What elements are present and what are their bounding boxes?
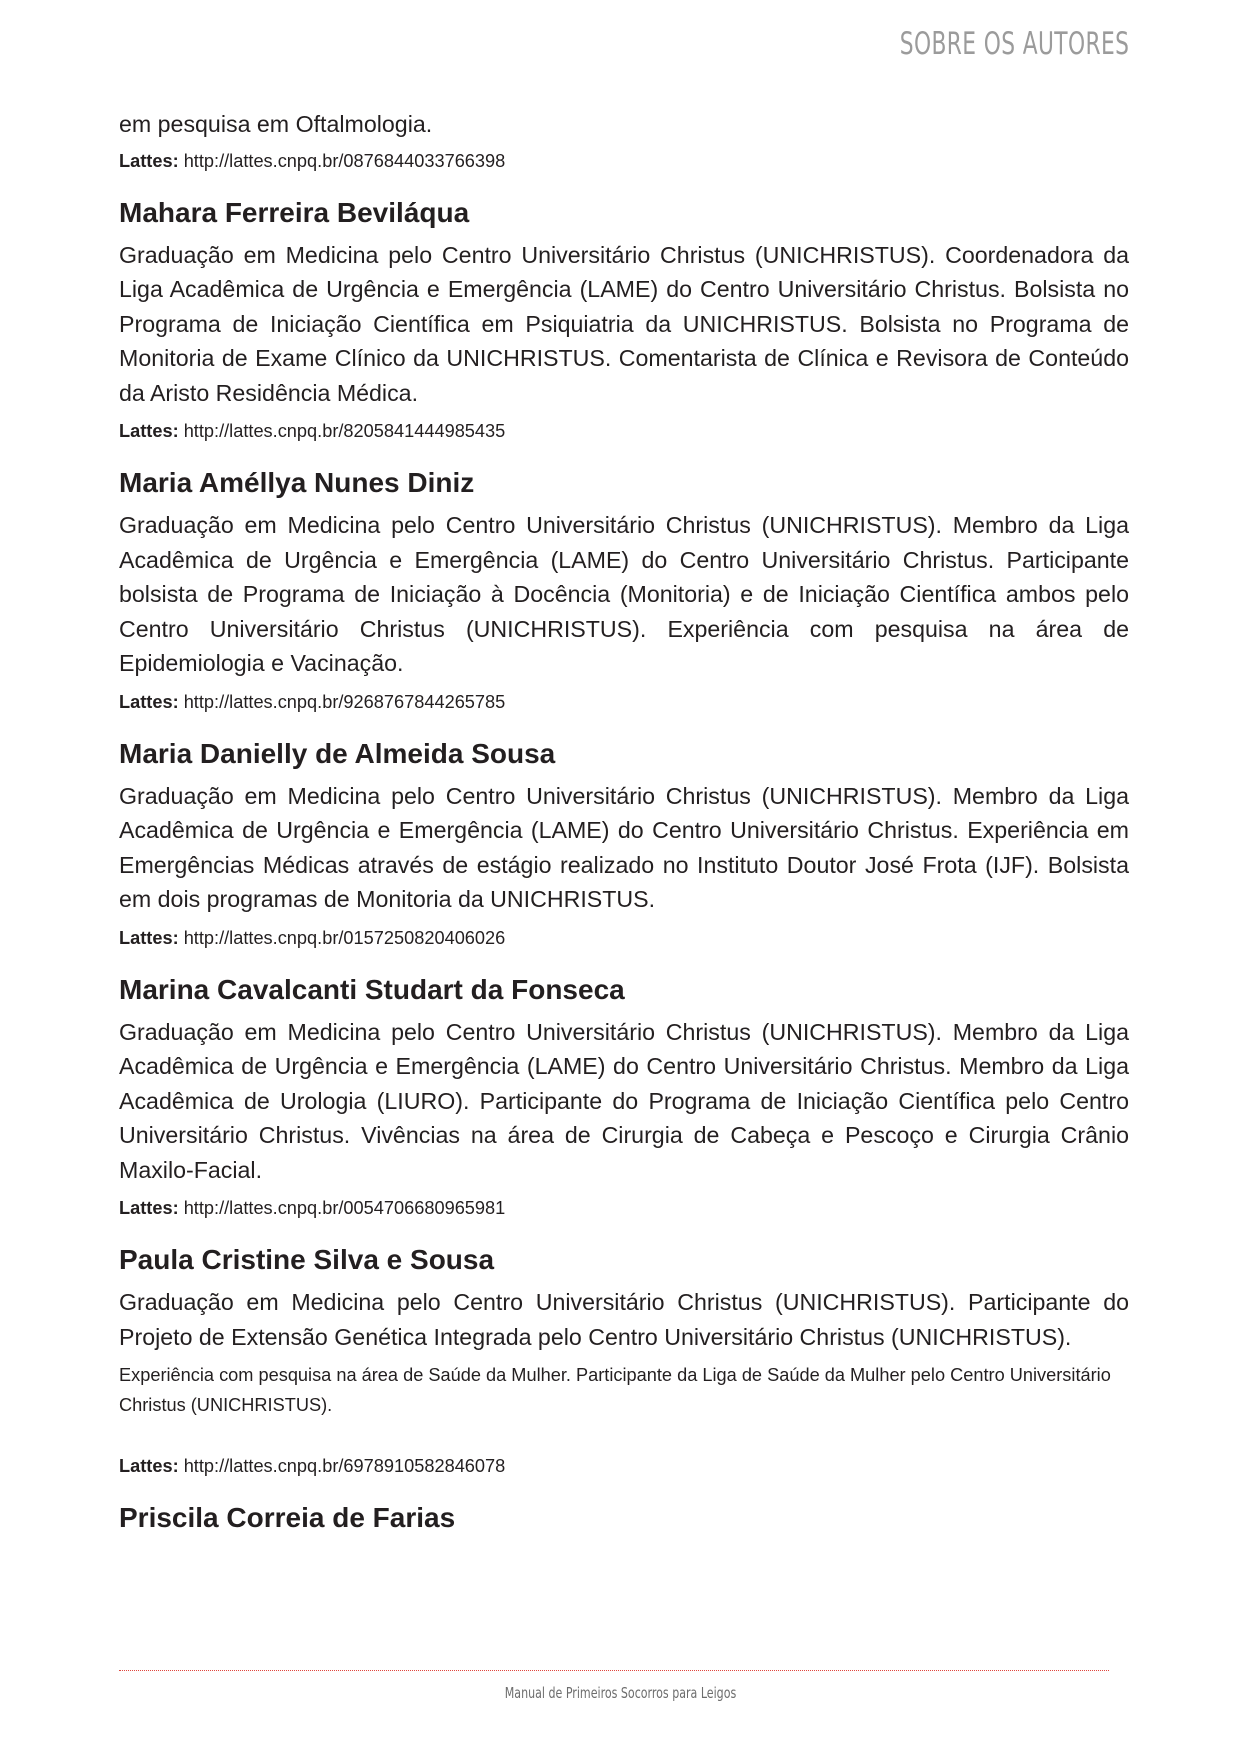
lattes-url[interactable]: http://lattes.cnpq.br/0157250820406026: [183, 927, 506, 948]
lattes-line: [119, 1196, 1129, 1220]
author-bio: Graduação em Medicina pelo Centro Universitário Christus (UNICHRISTUS). Membro da Liga Acadêmica de Urgência e Emergência (LAME) do Centro Universitário Christus. Membro da Liga Acadêmica de Urologia (LIURO). Participante do Programa de Iniciação Científica pelo Centro Universitário Christus. Vivências na área de Cirurgia de Cabeça e Pescoço e Cirurgia Crânio Maxilo-Facial.: [119, 1018, 1129, 1183]
author-name: Marina Cavalcanti Studart da Fonseca: [119, 973, 625, 1005]
lattes-line: [119, 149, 1129, 173]
author-bio: Graduação em Medicina pelo Centro Universitário Christus (UNICHRISTUS). Membro da Liga Acadêmica de Urgência e Emergência (LAME) do Centro Universitário Christus. Experiência em Emergências Médicas através de estágio realizado no Instituto Doutor José Frota (IJF). Bolsista em dois programas de Monitoria da UNICHRISTUS.: [119, 782, 1129, 912]
lattes-label: Lattes:: [119, 150, 179, 171]
lattes-label: Lattes:: [119, 1456, 179, 1476]
lattes-url[interactable]: http://lattes.cnpq.br/8205841444985435: [183, 421, 506, 441]
author-bio: Graduação em Medicina pelo Centro Universitário Christus (UNICHRISTUS). Participante do Projeto de Extensão Genética Integrada pelo Centro Universitário Christus (UNICHRISTUS).: [119, 1289, 1129, 1350]
author-name: Maria Danielly de Almeida Sousa: [119, 737, 556, 769]
intro-text: em pesquisa em Oftalmologia.: [119, 111, 433, 137]
lattes-url[interactable]: http://lattes.cnpq.br/6978910582846078: [183, 1456, 506, 1476]
author-name: Priscila Correia de Farias: [119, 1502, 456, 1533]
author-name: Maria Améllya Nunes Diniz: [119, 467, 475, 498]
lattes-label: Lattes:: [119, 691, 179, 712]
author-name: Paula Cristine Silva e Sousa: [119, 1244, 495, 1275]
page-content: [119, 110, 1129, 1536]
lattes-line: [119, 926, 1129, 950]
author-name: Mahara Ferreira Beviláqua: [119, 196, 470, 228]
lattes-url[interactable]: http://lattes.cnpq.br/0876844033766398: [183, 150, 506, 171]
lattes-label: Lattes:: [119, 1198, 179, 1218]
footer-divider: [119, 1670, 1109, 1671]
section-title: SOBRE OS AUTORES: [899, 26, 1129, 62]
author-bio-extra: Experiência com pesquisa na área de Saúde da Mulher. Participante da Liga de Saúde da Mulher pelo Centro Universitário Christus (UNICHRISTUS).: [119, 1365, 1111, 1415]
lattes-url[interactable]: http://lattes.cnpq.br/0054706680965981: [183, 1198, 506, 1218]
lattes-line: [119, 1454, 1129, 1478]
author-bio: Graduação em Medicina pelo Centro Universitário Christus (UNICHRISTUS). Membro da Liga Acadêmica de Urgência e Emergência (LAME) do Centro Universitário Christus. Participante bolsista de Programa de Iniciação à Docência (Monitoria) e de Iniciação Científica ambos pelo Centro Universitário Christus (UNICHRISTUS). Experiência com pesquisa na área de Epidemiologia e Vacinação.: [119, 512, 1129, 676]
author-bio: Graduação em Medicina pelo Centro Universitário Christus (UNICHRISTUS). Coordenadora da Liga Acadêmica de Urgência e Emergência (LAME) do Centro Universitário Christus. Bolsista no Programa de Iniciação Científica em Psiquiatria da UNICHRISTUS. Bolsista no Programa de Monitoria de Exame Clínico da UNICHRISTUS. Comentarista de Clínica e Revisora de Conteúdo da Aristo Residência Médica.: [119, 241, 1129, 406]
lattes-label: Lattes:: [119, 927, 179, 948]
footer-book-title: Manual de Primeiros Socorros para Leigos: [504, 1684, 737, 1702]
lattes-label: Lattes:: [119, 421, 179, 441]
lattes-url[interactable]: http://lattes.cnpq.br/9268767844265785: [183, 691, 506, 712]
lattes-line: [119, 419, 1129, 443]
lattes-line: [119, 690, 1129, 714]
